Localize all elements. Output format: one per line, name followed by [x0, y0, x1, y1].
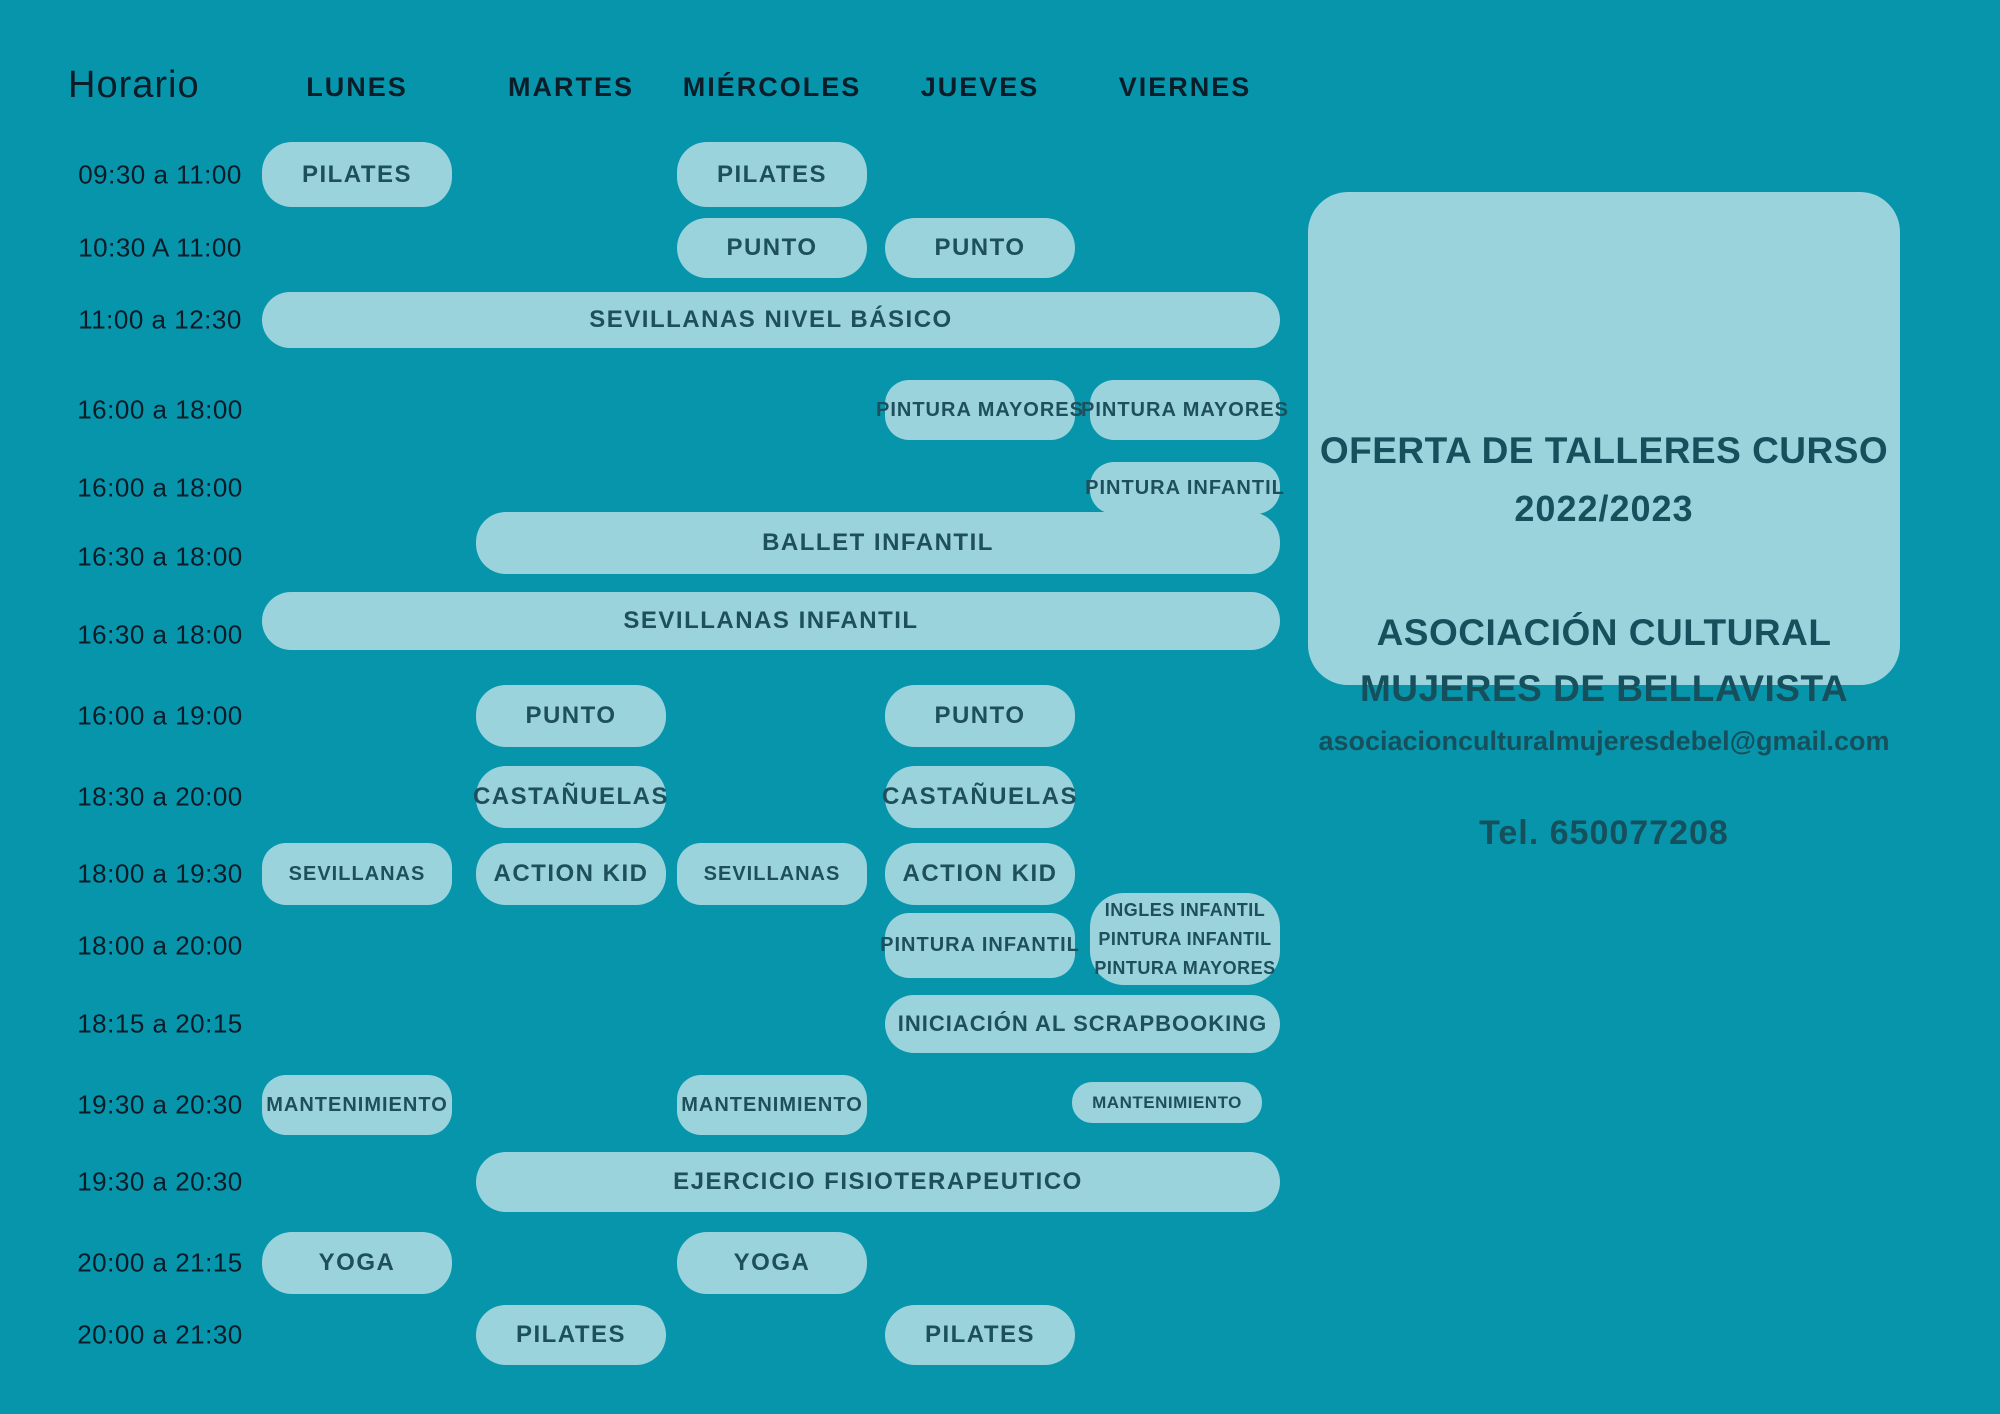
day-header-miercoles: MIÉRCOLES — [682, 72, 862, 102]
activity-pill — [1081, 380, 1289, 440]
activity-pill-label: SEVILLANAS — [703, 862, 841, 885]
time-label: 18:00 a 20:00 — [77, 930, 243, 960]
activity-pill-label: YOGA — [318, 1249, 396, 1276]
activity-pill — [262, 592, 1280, 650]
info-title-line2: 2022/2023 — [1514, 488, 1694, 529]
activity-pill — [677, 142, 867, 207]
activity-pill-line: PINTURA MAYORES — [1094, 957, 1276, 978]
activity-pill-label: SEVILLANAS — [288, 862, 426, 885]
activity-pill-label: PUNTO — [726, 234, 818, 261]
info-email: asociacionculturalmujeresdebel@gmail.com — [1318, 726, 1890, 756]
activity-pill-label: PUNTO — [525, 702, 617, 729]
activity-pill — [476, 1152, 1280, 1212]
activity-pill — [262, 142, 452, 207]
time-label: 18:00 a 19:30 — [77, 858, 243, 889]
time-label: 19:30 a 20:30 — [77, 1166, 243, 1197]
activity-pill-label: MANTENIMIENTO — [681, 1093, 863, 1116]
info-phone: Tel. 650077208 — [1479, 814, 1729, 852]
activity-pill — [262, 1232, 452, 1294]
activity-pill — [885, 1305, 1075, 1365]
time-label: 09:30 a 11:00 — [78, 159, 242, 189]
activity-pill-label: SEVILLANAS NIVEL BÁSICO — [589, 306, 953, 333]
activity-pill-line: PINTURA INFANTIL — [1098, 928, 1272, 949]
activity-pill — [677, 1075, 867, 1135]
activity-pill — [472, 766, 670, 828]
activity-pill — [885, 218, 1075, 278]
activity-pill — [885, 995, 1280, 1053]
time-label: 19:30 a 20:30 — [77, 1089, 243, 1120]
activity-pill-label: ACTION KID — [902, 860, 1058, 887]
activity-pill-label: MANTENIMIENTO — [1092, 1092, 1242, 1112]
time-label: 18:30 a 20:00 — [77, 781, 243, 812]
activity-pill-label: PUNTO — [934, 234, 1026, 261]
activity-pill-label: PINTURA MAYORES — [876, 398, 1084, 421]
activity-pill — [476, 1305, 666, 1365]
activity-pill — [885, 685, 1075, 747]
day-header-viernes: VIERNES — [1118, 72, 1252, 102]
activity-pill-label: EJERCICIO FISIOTERAPEUTICO — [673, 1168, 1083, 1195]
activity-pill-label: MANTENIMIENTO — [266, 1093, 448, 1116]
time-label: 11:00 a 12:30 — [78, 304, 242, 335]
activity-pill-label: CASTAÑUELAS — [472, 783, 670, 810]
activity-pill — [262, 1075, 452, 1135]
activity-pill-line: INGLES INFANTIL — [1104, 899, 1266, 920]
info-association-line1: ASOCIACIÓN CULTURAL — [1376, 612, 1832, 653]
day-header-martes: MARTES — [508, 72, 634, 102]
activity-pill-label: PILATES — [716, 160, 828, 188]
activity-pill-label: PINTURA INFANTIL — [880, 934, 1080, 956]
activity-pill — [1085, 462, 1285, 514]
activity-pill — [476, 512, 1280, 574]
activity-pill-label: YOGA — [733, 1249, 811, 1276]
time-label: 16:30 a 18:00 — [77, 541, 243, 572]
time-label: 16:30 a 18:00 — [77, 619, 243, 650]
info-panel — [1308, 192, 1900, 852]
time-label: 16:00 a 18:00 — [77, 394, 243, 425]
activity-pill-label: CASTAÑUELAS — [881, 783, 1079, 810]
activity-pill — [476, 685, 666, 747]
activity-pill — [677, 218, 867, 278]
activity-pill — [262, 843, 452, 905]
activity-pill — [885, 843, 1075, 905]
activity-pill — [677, 1232, 867, 1294]
activity-pill — [876, 380, 1084, 440]
time-label: 20:00 a 21:15 — [77, 1247, 243, 1278]
time-label: 16:00 a 19:00 — [77, 700, 243, 731]
info-association-line2: MUJERES DE BELLAVISTA — [1359, 668, 1849, 709]
activity-pill — [881, 766, 1079, 828]
activity-pill — [677, 843, 867, 905]
day-header-lunes: LUNES — [306, 72, 408, 102]
time-label: 20:00 a 21:30 — [77, 1319, 243, 1350]
activity-pill-label: PUNTO — [934, 702, 1026, 729]
activity-pill-label: ACTION KID — [493, 860, 649, 887]
horario-column-title: Horario — [68, 64, 200, 106]
activity-pill-label: PILATES — [301, 160, 413, 188]
time-label: 18:15 a 20:15 — [77, 1008, 243, 1039]
time-label: 10:30 A 11:00 — [78, 232, 242, 263]
activity-pill-label: SEVILLANAS INFANTIL — [623, 607, 919, 634]
activity-pill — [880, 913, 1080, 978]
activity-pill — [1072, 1082, 1262, 1123]
activity-pill — [1090, 893, 1280, 985]
activity-pill-label: INICIACIÓN AL SCRAPBOOKING — [897, 1011, 1268, 1036]
info-title-line1: OFERTA DE TALLERES CURSO — [1319, 430, 1889, 471]
activity-pill-label: PILATES — [515, 1321, 627, 1348]
time-label: 16:00 a 18:00 — [77, 472, 243, 503]
activity-pill-label: PINTURA MAYORES — [1081, 398, 1289, 421]
activity-pill — [476, 843, 666, 905]
activity-pill-label: PILATES — [924, 1321, 1036, 1348]
activity-pill-label: PINTURA INFANTIL — [1085, 476, 1285, 499]
day-header-jueves: JUEVES — [920, 72, 1040, 102]
activity-pill-label: BALLET INFANTIL — [762, 529, 994, 556]
activity-pill — [262, 292, 1280, 348]
